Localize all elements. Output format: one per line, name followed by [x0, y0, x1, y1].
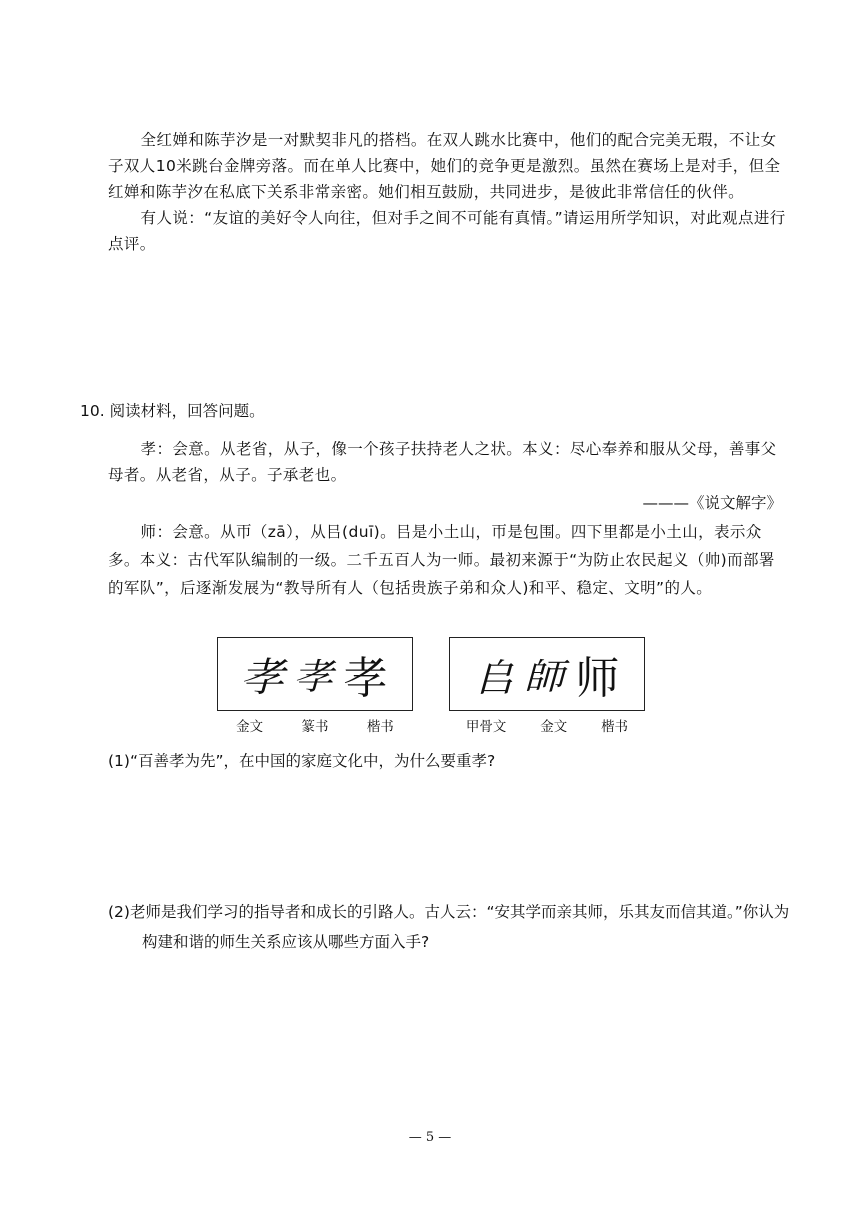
intro-paragraph-1: 全红婵和陈芋汐是一对默契非凡的搭档。在双人跳水比赛中，他们的配合完美无瑕，不让女子双人10米跳台金牌旁落。而在单人比赛中，她们的竞争更是激烈。虽然在赛场上是对手，但全红婵和陈芋汐在私底下关系非常亲密。她们相互鼓励，共同进步，是彼此非常信任的伙伴。	[108, 131, 781, 201]
caption-jinwen: 金文	[236, 719, 264, 735]
xiao-definition: 孝：会意。从老省，从子，像一个孩子扶持老人之状。本义：尽心奉养和服从父母，善事父母者。从老省，从子。子承老也。	[108, 440, 777, 484]
xiao-jinwen-glyph: 孝	[240, 654, 285, 701]
sub-question-2	[108, 897, 798, 957]
shi-kaishu-glyph: 师	[575, 653, 620, 704]
intro-paragraph-2: 有人说：“友谊的美好令人向往，但对手之间不可能有真情。”请运用所学知识，对此观点进行点评。	[108, 209, 786, 253]
xiao-glyph-captions	[217, 715, 413, 735]
sub-question-1	[108, 746, 798, 776]
caption-kaishu-2: 楷书	[601, 719, 629, 735]
caption-jinwen-2: 金文	[540, 719, 568, 735]
caption-kaishu: 楷书	[366, 719, 394, 735]
question-number: 10.	[80, 402, 105, 420]
xiao-kaishu-glyph: 孝	[343, 653, 388, 704]
caption-zhuanshu: 篆书	[301, 719, 329, 735]
shi-jinwen-glyph: 師	[524, 656, 564, 698]
question-prompt: 阅读材料，回答问题。	[109, 402, 265, 420]
shi-glyph-captions	[449, 715, 645, 735]
sub-question-1-text: (1)“百善孝为先”，在中国的家庭文化中，为什么要重孝?	[108, 752, 496, 770]
source-citation: ———《说文解字》	[642, 494, 782, 512]
caption-jiaguwen: 甲骨文	[465, 719, 507, 735]
xiao-glyph-figure	[217, 637, 413, 711]
xiao-zhuanshu-glyph: 孝	[293, 656, 333, 698]
page-number: — 5 —	[408, 1130, 452, 1145]
question-10-heading	[80, 398, 265, 424]
shi-glyph-figure	[449, 637, 645, 711]
shi-definition: 师：会意。从帀（zā），从㠯(duī)。㠯是小土山，帀是包围。四下里都是小土山，表示众多。本义：古代军队编制的一级。二千五百人为一师。最初来源于“为防止农民起义（帅)而部署的军队”，后逐渐发展为“教导所有人（包括贵族子弟和众人)和平、稳定、文明”的人。	[108, 523, 775, 597]
shi-jiaguwen-glyph: 𠂤	[472, 655, 515, 700]
sub-question-2-text: (2)老师是我们学习的指导者和成长的引路人。古人云：“安其学而亲其师，乐其友而信其道。”你认为构建和谐的师生关系应该从哪些方面入手?	[108, 903, 790, 951]
